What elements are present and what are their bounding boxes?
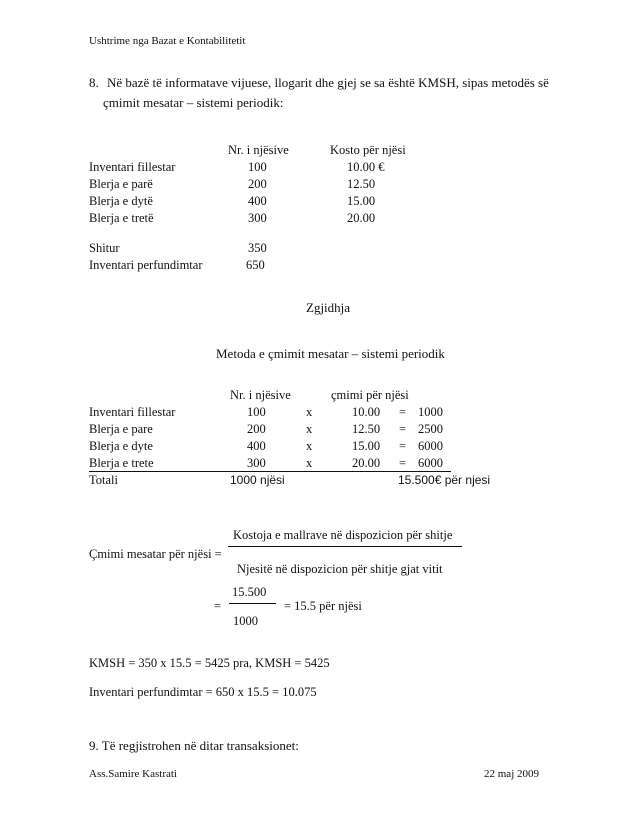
row-total: 1000 bbox=[418, 405, 443, 419]
total-label: Totali bbox=[89, 473, 118, 487]
table-underline bbox=[89, 471, 451, 472]
formula-denominator-value: 1000 bbox=[233, 614, 258, 628]
times-sign: x bbox=[306, 405, 313, 419]
equals-sign: = bbox=[399, 422, 407, 436]
row-cost: 20.00 bbox=[347, 211, 376, 225]
kmsh-result: KMSH = 350 x 15.5 = 5425 pra, KMSH = 5425 bbox=[89, 656, 330, 670]
ending-value: 650 bbox=[246, 258, 265, 272]
row-total: 6000 bbox=[418, 439, 443, 453]
ending-label: Inventari perfundimtar bbox=[89, 258, 203, 272]
problem9-text: 9. Të regjistrohen në ditar transaksionet: bbox=[89, 738, 299, 753]
row-total: 2500 bbox=[418, 422, 443, 436]
row-label: Blerja e parë bbox=[89, 177, 153, 191]
row-label: Blerja e dyte bbox=[89, 439, 153, 453]
formula-denominator: Njesitë në dispozicion për shitje gjat vitit bbox=[237, 562, 443, 576]
row-units: 400 bbox=[247, 439, 266, 453]
equals-sign: = bbox=[399, 405, 407, 419]
row-label: Blerja e trete bbox=[89, 456, 154, 470]
col-units-header: Nr. i njësive bbox=[230, 388, 291, 402]
problem-number: 8. bbox=[89, 75, 99, 90]
row-label: Blerja e tretë bbox=[89, 211, 154, 225]
fraction-bar bbox=[228, 546, 462, 547]
formula-equals: = bbox=[214, 599, 222, 613]
sold-label: Shitur bbox=[89, 241, 120, 255]
equals-sign: = bbox=[399, 456, 407, 470]
row-label: Inventari fillestar bbox=[89, 405, 176, 419]
row-units: 100 bbox=[248, 160, 267, 174]
row-units: 200 bbox=[247, 422, 266, 436]
times-sign: x bbox=[306, 439, 313, 453]
row-units: 100 bbox=[247, 405, 266, 419]
footer-author: Ass.Samire Kastrati bbox=[89, 768, 177, 780]
times-sign: x bbox=[306, 456, 313, 470]
row-label: Inventari fillestar bbox=[89, 160, 176, 174]
total-units: 1000 njësi bbox=[230, 473, 285, 487]
row-units: 400 bbox=[248, 194, 267, 208]
row-units: 200 bbox=[248, 177, 267, 191]
row-price: 15.00 bbox=[352, 439, 381, 453]
row-total: 6000 bbox=[418, 456, 443, 470]
page-header: Ushtrime nga Bazat e Kontabilitetit bbox=[89, 35, 246, 47]
solution-method: Metoda e çmimit mesatar – sistemi periodik bbox=[216, 346, 445, 361]
formula-result: = 15.5 për njësi bbox=[284, 599, 362, 613]
equals-sign: = bbox=[399, 439, 407, 453]
row-price: 20.00 bbox=[352, 456, 381, 470]
sold-value: 350 bbox=[248, 241, 267, 255]
row-units: 300 bbox=[247, 456, 266, 470]
formula-numerator: Kostoja e mallrave në dispozicion për shitje bbox=[233, 528, 453, 542]
col-cost-header: Kosto për njësi bbox=[330, 143, 406, 157]
ending-inventory-result: Inventari perfundimtar = 650 x 15.5 = 10.075 bbox=[89, 685, 317, 699]
problem-text-line1: Në bazë të informatave vijuese, llogarit dhe gjej se sa është KMSH, sipas metodës së bbox=[107, 75, 549, 90]
row-cost: 10.00 € bbox=[347, 160, 385, 174]
problem-text-line2: çmimit mesatar – sistemi periodik: bbox=[103, 95, 284, 110]
solution-title: Zgjidhja bbox=[306, 300, 351, 315]
row-units: 300 bbox=[248, 211, 267, 225]
row-label: Blerja e dytë bbox=[89, 194, 153, 208]
col-units-header: Nr. i njësive bbox=[228, 143, 289, 157]
fraction-bar-small bbox=[229, 603, 276, 604]
row-price: 12.50 bbox=[352, 422, 381, 436]
footer-date: 22 maj 2009 bbox=[484, 768, 539, 780]
col-price-header: çmimi për njësi bbox=[331, 388, 409, 402]
total-value: 15.500€ për njesi bbox=[398, 473, 491, 487]
row-cost: 15.00 bbox=[347, 194, 376, 208]
row-price: 10.00 bbox=[352, 405, 381, 419]
formula-numerator-value: 15.500 bbox=[232, 585, 267, 599]
formula-lhs: Çmimi mesatar për njësi = bbox=[89, 547, 222, 561]
row-label: Blerja e pare bbox=[89, 422, 153, 436]
row-cost: 12.50 bbox=[347, 177, 376, 191]
times-sign: x bbox=[306, 422, 313, 436]
